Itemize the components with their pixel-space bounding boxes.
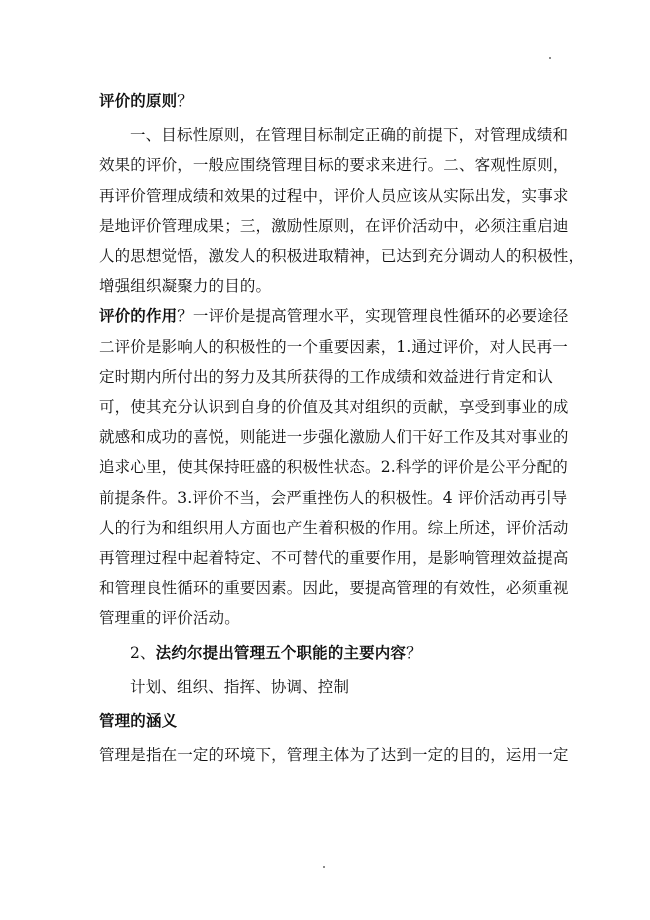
paragraph-line: 可，使其充分认识到自身的价值及其对组织的贡献，享受到事业的成 — [99, 398, 569, 417]
inline-heading-text: 评价的作用 — [99, 307, 178, 326]
section-heading-principles — [99, 86, 567, 116]
paragraph-line: 是地评价管理成果；三，激励性原则，在评价活动中，必须注重启迪 — [99, 216, 569, 235]
paragraph-line: 二评价是影响人的积极性的一个重要因素，1.通过评价，对人民再一 — [99, 337, 568, 356]
numbered-question — [99, 638, 567, 668]
paragraph-line: 再管理过程中起着特定、不可替代的重要作用，是影响管理效益提高 — [99, 549, 569, 568]
answer-line: 计划、组织、指挥、协调、控制 — [130, 677, 350, 696]
footer-dot-mark — [323, 866, 325, 868]
section-heading-functions-line — [99, 301, 567, 331]
paragraph-line: 就感和成功的喜悦，则能进一步强化激励人们干好工作及其对事业的 — [99, 428, 569, 447]
heading-punctuation: ？ — [177, 92, 193, 110]
paragraph-text: ？一评价是提高管理水平，实现管理良性循环的必要途径 — [177, 307, 569, 326]
paragraph-line: 追求心里，使其保持旺盛的积极性状态。2.科学的评价是公平分配的 — [99, 458, 568, 477]
paragraph-line: 人的行为和组织用人方面也产生着积极的作用。综上所述，评价活动 — [99, 518, 569, 537]
paragraph-line: 增强组织凝聚力的目的。 — [99, 277, 272, 296]
paragraph-line: 一、目标性原则，在管理目标制定正确的前提下，对管理成绩和 — [130, 126, 569, 145]
document-page — [99, 86, 585, 770]
paragraph-line: 定时期内所付出的努力及其所获得的工作成绩和效益进行肯定和认 — [99, 367, 553, 386]
paragraph-line: 再评价管理成绩和效果的过程中，评价人员应该从实际出发，实事求 — [99, 186, 569, 205]
paragraph-line: 效果的评价，一般应围绕管理目标的要求来进行。二、客观性原则， — [99, 156, 569, 175]
paragraph-line: 前提条件。3.评价不当，会严重挫伤人的积极性。4 评价活动再引导 — [99, 488, 568, 507]
paragraph-line: 人的思想觉悟，激发人的积极进取精神，已达到充分调动人的积极性， — [99, 247, 585, 266]
question-number: 2、 — [130, 643, 156, 662]
section-heading-meaning: 管理的涵义 — [99, 712, 178, 731]
paragraph-line: 和管理良性循环的重要因素。因此，要提高管理的有效性，必须重视 — [99, 579, 569, 598]
question-text: 法约尔提出管理五个职能的主要内容 — [155, 643, 407, 662]
heading-text: 评价的原则 — [99, 92, 178, 110]
question-punctuation: ？ — [406, 643, 422, 662]
corner-dot-mark — [549, 57, 551, 59]
paragraph-line: 管理重的评价活动。 — [99, 609, 240, 628]
paragraph-line: 管理是指在一定的环境下，管理主体为了达到一定的目的，运用一定 — [99, 746, 569, 765]
